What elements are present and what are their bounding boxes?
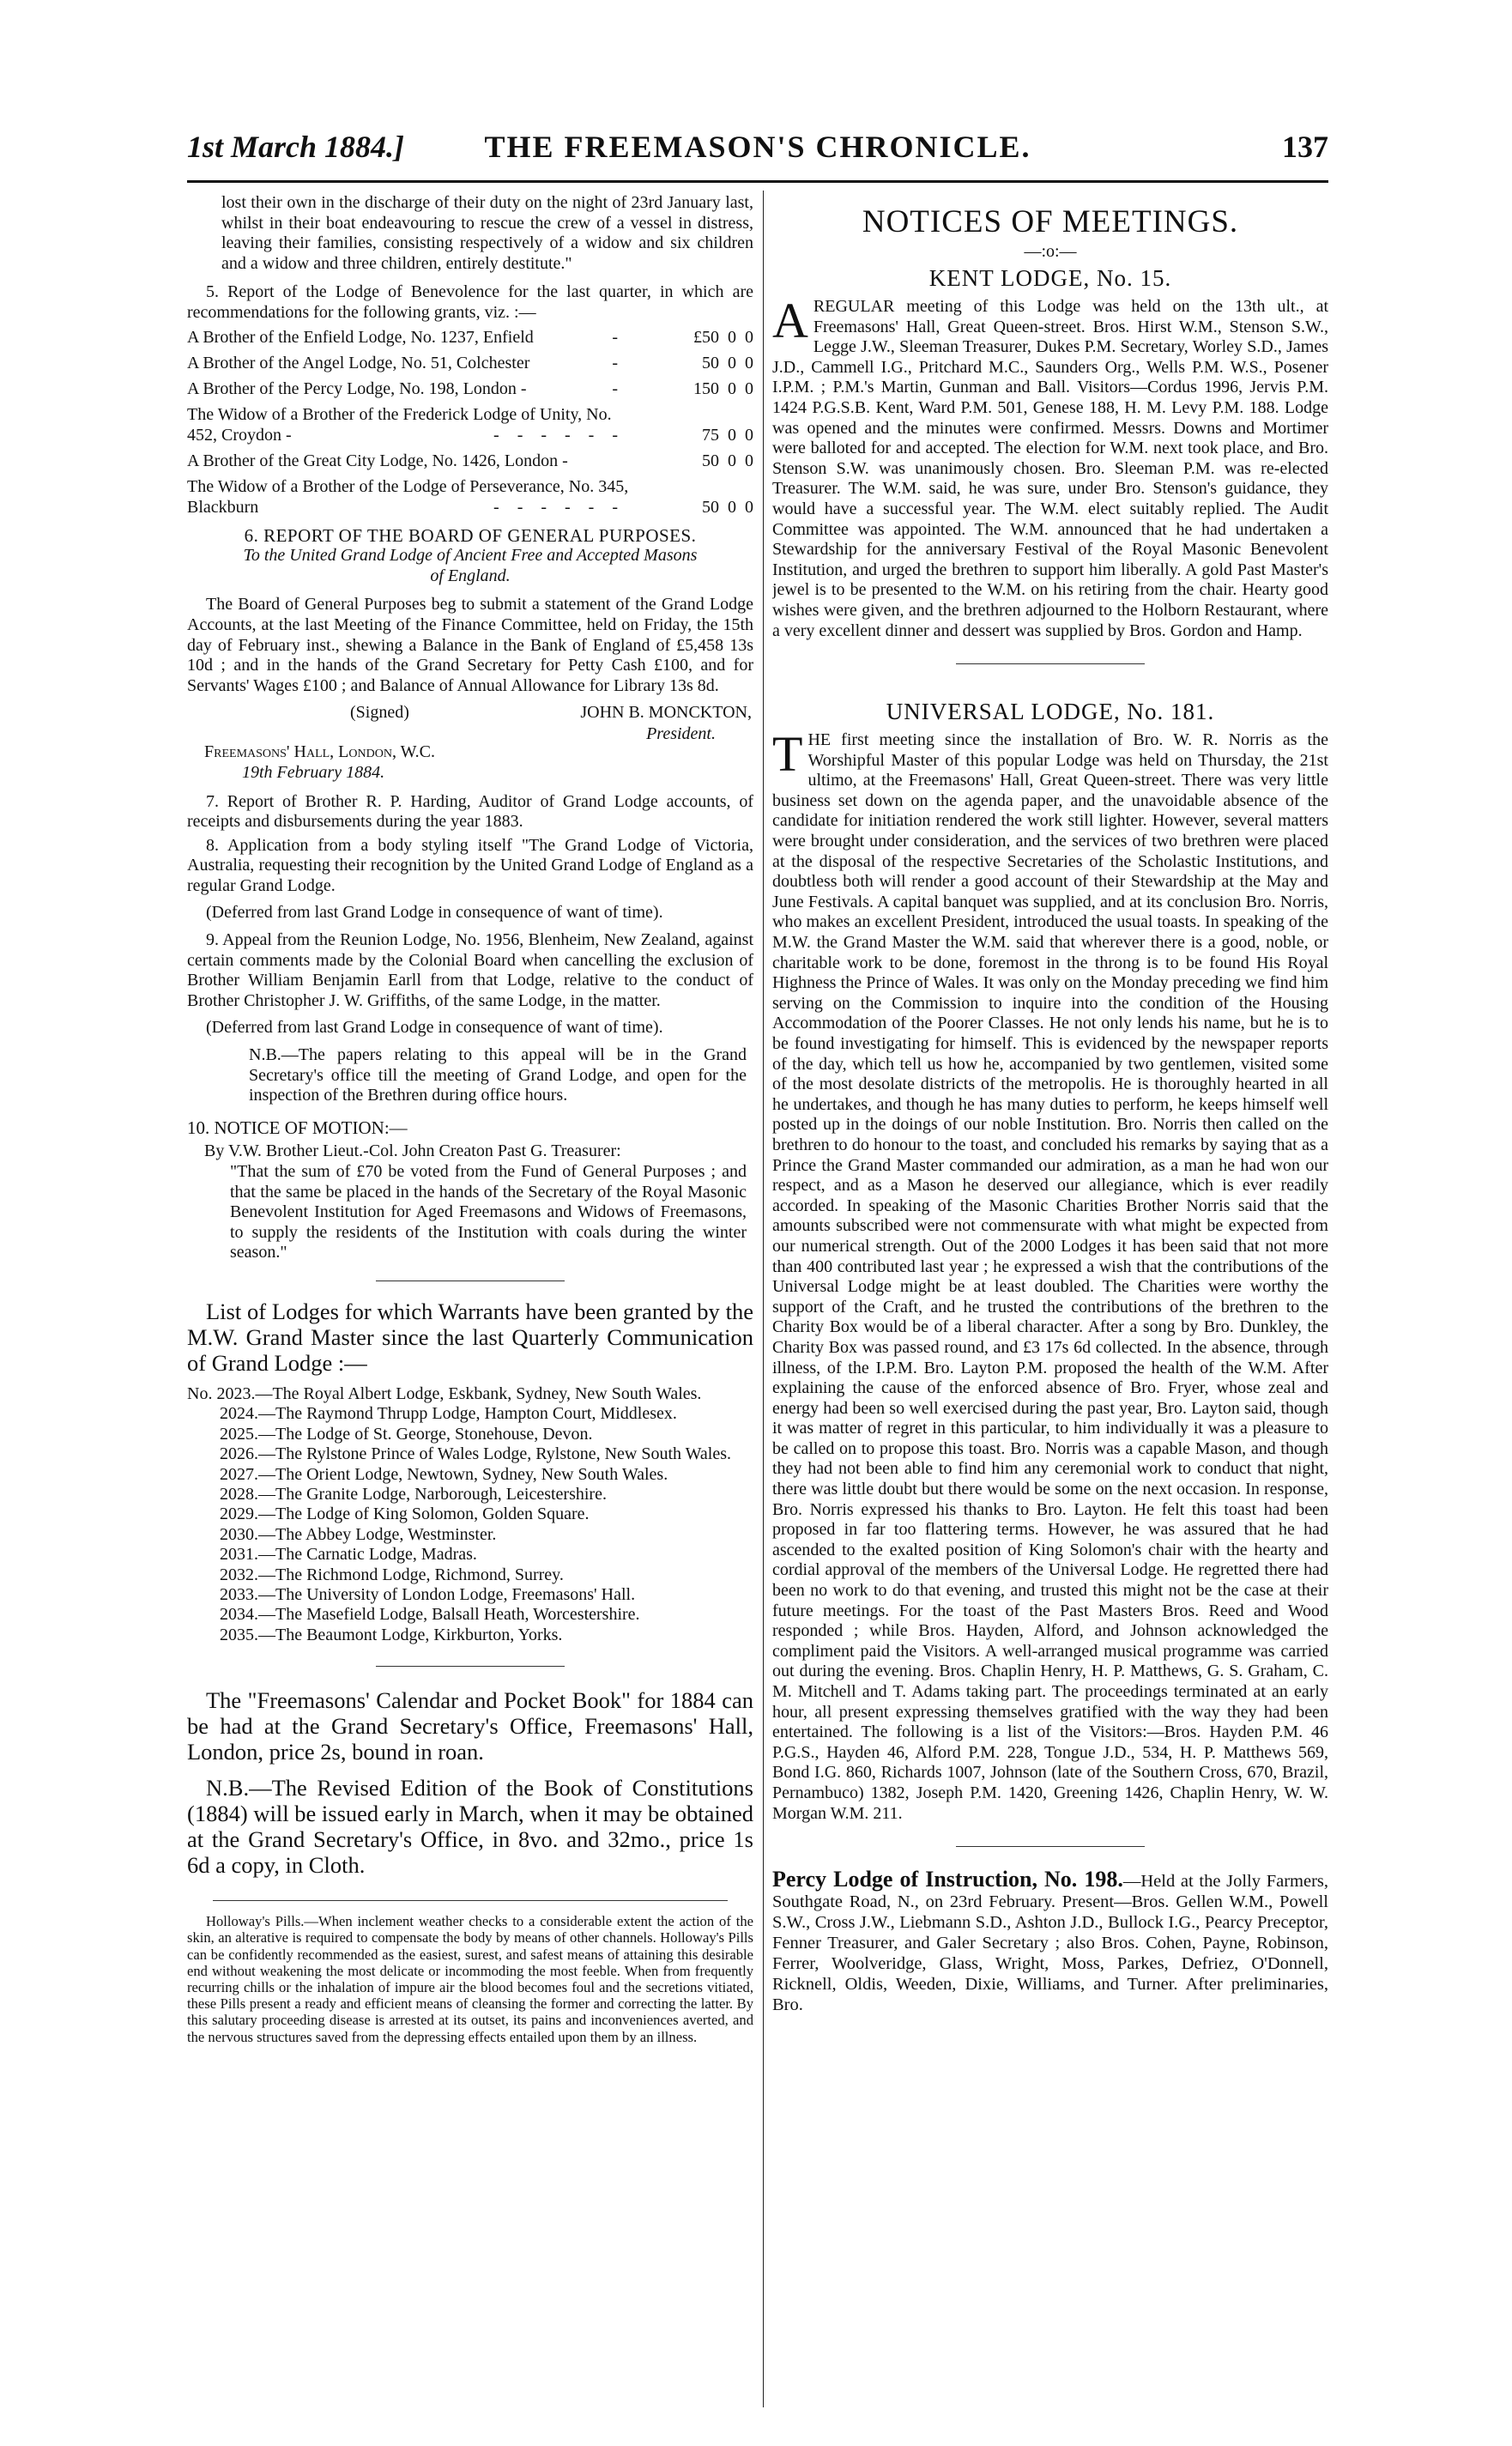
kent-lodge-report: A REGULAR meeting of this Lodge was held on the 13th ult., at Freemasons' Hall, Great Queen-street. Bros. Hirst W.M., Stenson S.W., Legge J.W., Sleeman Treasurer, Dukes P.M. Secretary, Worley S.D., James J.D., Cammell I.G., Pritchard M.C., Saunders Org., Wells P.M. W.S., Posener I.P.M. ; P.M.'s Martin, Gunman and Ball. Visitors—Cordus 1996, Jervis P.M. 1424 P.G.S.B. Kent, Ward P.M. 501, Genese 188, H. M. Levy P.M. 188. Lodge was opened and the minutes were confirmed. Messrs. Downs and Mortimer were balloted for and accepted. The election for W.M. next took place, and Bro. Stenson S.W. was unanimously chosen. Bro. Sleeman P.M. was re-elected Treasurer. The W.M. said, he was sure, under Bro. Stenson's guidance, they would have a successful year. The W.M. elect suitably replied. The Audit Committee was appointed. The W.M. announced that he had undertaken a Stewardship for the anniversary Festival of the Royal Masonic Benevolent Institution, and urged the brethren to support him liberally. A gold Past Master's jewel is to be presented to the W.M. on his retiring from the chair. Hearty good wishes were given, and the brethren adjourned to the Holborn Restaurant, where a very excellent dinner and dessert was supplied by Bros. Gordon and Hamp.: [772, 293, 1328, 640]
item-5: 5. Report of the Lodge of Benevolence for the last quarter, in which are recommendations for the following grants, viz. :—: [187, 282, 753, 322]
hall-address: Freemasons' Hall, London, W.C.: [204, 742, 435, 762]
warrants-list: [187, 1384, 753, 1645]
column-divider: [763, 191, 764, 2407]
left-column: [187, 193, 753, 2407]
item-8: 8. Application from a body styling itself "The Grand Lodge of Victoria, Australia, requesting their recognition by the United Grand Lodge of England as a regular Grand Lodge.: [187, 835, 753, 895]
percy-lodge-report: Percy Lodge of Instruction, No. 198.—Held at the Jolly Farmers, Southgate Road, N., on 23rd February. Present—Bros. Gellen W.M., Powell S.W., Cross J.W., Liebmann S.D., Ashton J.D., Bullock I.G., Pearcy Preceptor, Fenner Treasurer, and Galer Secretary ; also Bros. Cohen, Payne, Robinson, Ferrer, Woolveridge, Glass, Wright, Moss, Parkes, Defriez, O'Donnell, Ricknell, Oldis, Weeden, Dixie, Williams, and Turner. After preliminaries, Bro.: [772, 1867, 1328, 2015]
universal-lodge-heading: UNIVERSAL LODGE, No. 181.: [886, 699, 1215, 725]
item-10-heading: 10. NOTICE OF MOTION:—: [187, 1117, 408, 1138]
percy-lodge-heading: Percy Lodge of Instruction, No. 198.: [772, 1867, 1123, 1892]
publication-title: THE FREEMASON'S CHRONICLE.: [484, 130, 1031, 164]
item-10-motion: "That the sum of £70 be voted from the Fund of General Purposes ; and that the same be placed in the hands of the Secretary of the Royal Masonic Benevolent Institution for Aged Freemasons and Widows of Freemasons, to supply the residents of the Institution with coals during the winter season.": [230, 1162, 747, 1262]
list-item: 2029.—The Lodge of King Solomon, Golden Square.: [220, 1505, 590, 1524]
nb-papers-note: N.B.—The papers relating to this appeal will be in the Grand Secretary's office till the meeting of Grand Lodge, and open for the inspection of the Brethren during office hours.: [249, 1045, 747, 1105]
drop-cap: T: [772, 726, 803, 783]
item-6-body: The Board of General Purposes beg to submit a statement of the Grand Lodge Accounts, at the last Meeting of the Finance Committee, held on Friday, the 15th day of February inst., shewing a Balance in the Bank of England of £5,458 13s 10d ; and in the hands of the Grand Secretary for Petty Cash £100, and for Servants' Wages £100 ; and Balance of Annual Allowance for Library 13s 8d.: [187, 595, 753, 695]
item-6-addressee: To the United Grand Lodge of Ancient Free and Accepted Masons of England.: [243, 546, 698, 585]
page-header: [187, 129, 1328, 183]
list-item: 2030.—The Abbey Lodge, Westminster.: [220, 1524, 497, 1544]
list-item: 2031.—The Carnatic Lodge, Madras.: [220, 1545, 477, 1565]
section-rule: [956, 663, 1145, 664]
drop-cap: A: [772, 293, 808, 348]
list-item: 2024.—The Raymond Thrupp Lodge, Hampton Court, Middlesex.: [220, 1404, 677, 1424]
grant-row: A Brother of the Angel Lodge, No. 51, Colchester - 50 0 0: [187, 353, 753, 372]
kent-lodge-heading: KENT LODGE, No. 15.: [928, 265, 1172, 291]
grants-list: [187, 327, 753, 518]
warrants-intro: List of Lodges for which Warrants have been granted by the M.W. Grand Master since the last Quarterly Communication of Grand Lodge :—: [187, 1298, 753, 1376]
calendar-notice: The "Freemasons' Calendar and Pocket Book" for 1884 can be had at the Grand Secretary's Office, Freemasons' Hall, London, price 2s, bound in roan.: [187, 1687, 753, 1765]
list-item: 2025.—The Lodge of St. George, Stonehouse, Devon.: [220, 1424, 593, 1444]
item-10-mover: By V.W. Brother Lieut.-Col. John Creaton Past G. Treasurer:: [204, 1141, 621, 1161]
right-column: [772, 193, 1328, 2407]
deferred-note: (Deferred from last Grand Lodge in consequence of want of time).: [206, 1018, 663, 1038]
page-number: 137: [1282, 130, 1328, 164]
list-item: 2034.—The Masefield Lodge, Balsall Heath, Worcestershire.: [220, 1605, 640, 1625]
deferred-note: (Deferred from last Grand Lodge in consequence of want of time).: [206, 903, 663, 923]
grant-row: A Brother of the Great City Lodge, No. 1426, London - 50 0 0: [187, 451, 753, 470]
hall-date: 19th February 1884.: [242, 762, 385, 782]
grant-row: A Brother of the Enfield Lodge, No. 1237, Enfield - £50 0 0: [187, 327, 753, 347]
list-item: 2028.—The Granite Lodge, Narborough, Leicestershire.: [220, 1485, 607, 1504]
notices-heading: NOTICES OF MEETINGS.: [862, 204, 1239, 239]
holloway-advert: Holloway's Pills.—When inclement weather checks to a considerable extent the action of the skin, an alterative is required to compensate the body by means of other channels. Holloway's Pills can be confidently recommended as the easiest, surest, and safest means of attaining this desirable end without weakening the most delicate or incommoding the most feeble. When from frequently recurring chills or the inhalation of impure air the blood becomes foul and the secretions vitiated, these Pills present a ready and efficient means of cleansing the former and correcting the latter. By this salutary proceeding disease is arrested at its outset, its pains and inconveniences averted, and the nervous structures saved from the depressing effects entailed upon them by an illness.: [187, 1913, 753, 2045]
item-7: 7. Report of Brother R. P. Harding, Auditor of Grand Lodge accounts, of receipts and disbursements during the year 1883.: [187, 791, 753, 832]
signatory-name: JOHN B. MONCKTON,: [580, 703, 752, 723]
grant-row: The Widow of a Brother of the Frederick Lodge of Unity, No. 452, Croydon - - - - - - - 75 0 0: [187, 404, 753, 445]
section-rule: [376, 1666, 565, 1667]
universal-lodge-report: T HE first meeting since the installation of Bro. W. R. Norris as the Worshipful Master of this popular Lodge was held on Thursday, the 21st ultimo, at the Freemasons' Hall, Great Queen-street. There was very little business set down on the agenda paper, and the unavoidable absence of the candidate for initiation rendered the work still lighter. However, several matters were brought under consideration, and the services of two brethren were placed at the disposal of the respective Secretaries of the Scholastic Institutions, and doubtless both will render a good account of their Stewardship at the May and June Festivals. A capital banquet was supplied, and at its conclusion Bro. Norris, who makes an excellent President, introduced the usual toasts. In speaking of the M.W. the Grand Master the W.M. said that wherever there is a good, noble, or charitable work to be done, foremost in the throng is to be found His Royal Highness the Prince of Wales. It was only on the Monday preceding we find him serving on the Commission to inquire into the condition of the Housing Accommodation of the Poorer Classes. He not only lends his name, but he is to be found investigating for himself. This is evidenced by the newspaper reports of the day, which tell us how he, accompanied by two gentlemen, visited some of the most desolate districts of the metropolis. He is thoroughly hearted in all he undertakes, and though he has many duties to perform, he keeps himself well posted up in the doings of our noble Institution. Bro. Norris then called on the brethren to do honour to the toast, and concluded his remarks by saying that as a Prince the Grand Master commanded our admiration, as a man he had won our respect, and as a Mason he deserved our allegiance, which is ever readily accorded. In speaking of the Masonic Charities Brother Norris said that the amounts subscribed were not commensurate with what might be expected from our numerical strength. Out of the 2000 Lodges it has been said that not more than 400 contributed last year ; he expressed a wish that the contributions of the Universal Lodge might be at least doubled. The Charities were worthy the support of the Craft, and he trusted the contributions of the brethren to the Charity Box would be of a liberal character. After a song by Bro. Dunkley, the Charity Box was passed round, and £3 17s 6d collected. In the absence, through illness, of the I.P.M. Bro. Layton P.M. proposed the health of the W.M. After explaining the cause of the enforced absence of Bro. Fryer, whose zeal and energy had been so well exercised during the past year, Bro. Layton said, though it was matter of regret in this particular, to him individually it was a pleasure to be called on to propose this toast. Bro. Norris was a capable Mason, and though they had not been able to find him any ceremonial work to conduct that night, there was little doubt but there would be some on the next occasion. In response, Bro. Norris expressed his thanks to Bro. Layton. He felt this toast had been proposed in far too flattering terms. However, he was assured that he had ascended to the exalted position of King Solomon's chair with the hearty and cordial approval of the members of the Universal Lodge. He regretted there had been no work to do that evening, and trusted this might not be the case at their future meetings. For the toast of the Past Masters Bros. Reed and Wood responded ; while Bros. Hayden, Alford, and Johnson acknowledged the compliment paid the Visitors. A well-arranged musical programme was carried out during the evening. Bros. Chaplin Henry, H. P. Matthews, G. S. Graham, C. M. Mitchell and T. Adams taking part. The proceedings terminated at an early hour, all present expressing themselves gratified with the way they had been entertained. The following is a list of the Visitors:—Bros. Hayden P.M. 46 P.G.S., Hayden 46, Alford P.M. 228, Tongue J.D., 534, H. P. Matthews 569, Bond I.G. 860, Richards 1007, Johnson (late of the Southern Cross, 670, Brazil, Pernambuco) 1382, Joseph P.M. 1420, Greening 1426, Chaplin Henry, W. W. Morgan W.M. 211.: [772, 726, 1328, 1823]
list-item: 2027.—The Orient Lodge, Newtown, Sydney, New South Wales.: [220, 1464, 668, 1484]
list-item: 2033.—The University of London Lodge, Freemasons' Hall.: [220, 1585, 636, 1605]
list-item: 2035.—The Beaumont Lodge, Kirkburton, Yorks.: [220, 1625, 563, 1644]
item-6-heading: 6. REPORT OF THE BOARD OF GENERAL PURPOSES.: [244, 524, 697, 546]
list-item: No. 2023.—The Royal Albert Lodge, Eskbank, Sydney, New South Wales.: [187, 1383, 702, 1403]
signature-line: (Signed) JOHN B. MONCKTON,: [350, 703, 752, 723]
list-item: 2032.—The Richmond Lodge, Richmond, Surrey.: [220, 1565, 564, 1584]
intro-paragraph: lost their own in the discharge of their duty on the night of 23rd January last, whilst in their boat endeavouring to rescue the crew of a vessel in distress, leaving their families, consisting respectively of a widow and six children and a widow and three children, entirely destitute.": [221, 193, 753, 273]
separator: —:o:—: [1024, 242, 1077, 261]
item-9: 9. Appeal from the Reunion Lodge, No. 1956, Blenheim, New Zealand, against certain comments made by the Colonial Board when cancelling the exclusion of Brother William Benjamin Earll from that Lodge, relative to the conduct of Brother Christopher J. W. Griffiths, of the same Lodge, in the matter.: [187, 930, 753, 1010]
grant-row: A Brother of the Percy Lodge, No. 198, London - - 150 0 0: [187, 378, 753, 398]
section-rule: [213, 1900, 728, 1901]
grant-row: The Widow of a Brother of the Lodge of Perseverance, No. 345, Blackburn - - - - - - 50 0 0: [187, 476, 753, 517]
section-rule: [956, 1846, 1145, 1847]
list-item: 2026.—The Rylstone Prince of Wales Lodge, Rylstone, New South Wales.: [220, 1444, 732, 1464]
revised-edition-notice: N.B.—The Revised Edition of the Book of Constitutions (1884) will be issued early in March, when it may be obtained at the Grand Secretary's Office, in 8vo. and 32mo., price 1s 6d a copy, in Cloth.: [187, 1775, 753, 1879]
issue-date: 1st March 1884.]: [187, 130, 405, 164]
signatory-title: President.: [646, 724, 716, 744]
